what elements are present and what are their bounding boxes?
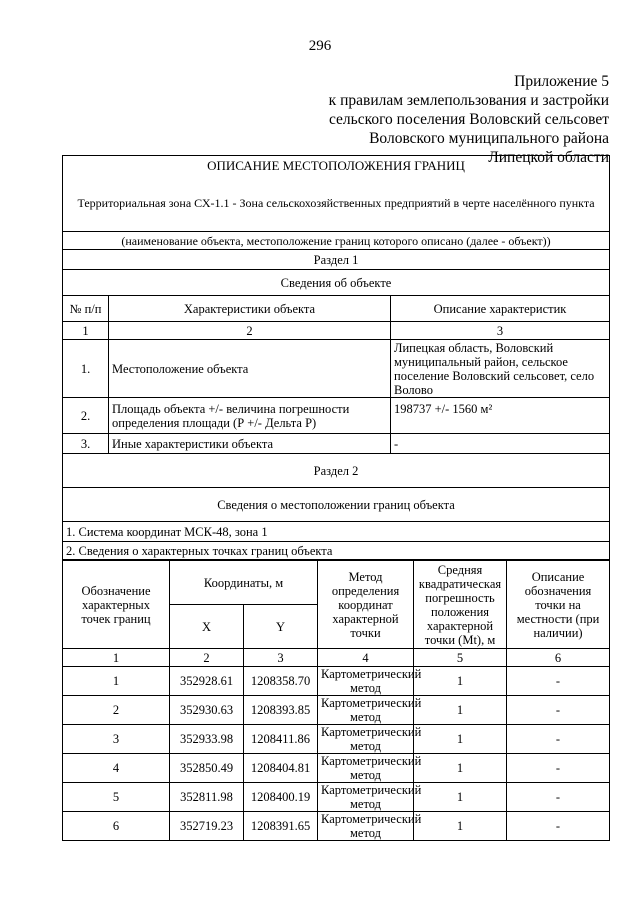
table-row — [63, 398, 610, 434]
point-accuracy: 1 — [414, 812, 507, 841]
col-number: 3 — [244, 649, 318, 667]
appendix-header — [329, 72, 609, 167]
point-method: Картометрический метод — [318, 667, 414, 696]
table-row — [63, 725, 610, 754]
table-row — [63, 783, 610, 812]
row-name: Площадь объекта +/- величина погрешности определения площади (Р +/- Дельта Р) — [109, 398, 391, 434]
point-accuracy: 1 — [414, 783, 507, 812]
point-description: - — [507, 812, 610, 841]
point-method: Картометрический метод — [318, 696, 414, 725]
point-y: 1208393.85 — [244, 696, 318, 725]
header-designation: Обозначение характерных точек границ — [63, 561, 170, 649]
section1-title: Раздел 1 — [63, 250, 610, 270]
appendix-line: сельского поселения Воловский сельсовет — [328, 111, 609, 128]
point-description: - — [507, 754, 610, 783]
header-description: Описание характеристик — [391, 296, 610, 322]
point-x: 352933.98 — [170, 725, 244, 754]
coordinate-system: 1. Система координат МСК-48, зона 1 — [63, 522, 610, 542]
appendix-line: к правилам землепользования и застройки — [328, 92, 609, 109]
row-num: 1. — [63, 340, 109, 398]
col-number: 3 — [391, 322, 610, 340]
point-id: 6 — [63, 812, 170, 841]
header-accuracy: Средняя квадратическая погрешность положения характерной точки (Mt), м — [414, 561, 507, 649]
point-x: 352930.63 — [170, 696, 244, 725]
object-note: (наименование объекта, местоположение границ которого описано (далее - объект)) — [63, 232, 610, 250]
point-y: 1208400.19 — [244, 783, 318, 812]
point-y: 1208358.70 — [244, 667, 318, 696]
point-id: 5 — [63, 783, 170, 812]
col-number: 5 — [414, 649, 507, 667]
col-number: 1 — [63, 322, 109, 340]
point-id: 4 — [63, 754, 170, 783]
points-header-row — [63, 561, 610, 605]
row-num: 3. — [63, 434, 109, 454]
column-numbers-row — [63, 322, 610, 340]
point-method: Картометрический метод — [318, 725, 414, 754]
points-title: 2. Сведения о характерных точках границ объекта — [63, 542, 610, 560]
column-numbers-row — [63, 649, 610, 667]
point-description: - — [507, 783, 610, 812]
col-number: 2 — [170, 649, 244, 667]
points-table — [62, 560, 610, 841]
table-row — [63, 812, 610, 841]
point-x: 352811.98 — [170, 783, 244, 812]
header-x: X — [170, 605, 244, 649]
table-row — [63, 754, 610, 783]
table-row — [63, 434, 610, 454]
header-coordinates: Координаты, м — [170, 561, 318, 605]
col-number: 1 — [63, 649, 170, 667]
point-description: - — [507, 725, 610, 754]
section2-subtitle: Сведения о местоположении границ объекта — [63, 488, 610, 522]
point-accuracy: 1 — [414, 725, 507, 754]
zone-name: Территориальная зона СХ-1.1 - Зона сельскохозяйственных предприятий в черте населённого пункта — [63, 176, 610, 232]
header-point-description: Описание обозначения точки на местности (при наличии) — [507, 561, 610, 649]
section1-header-row — [63, 296, 610, 322]
appendix-line: Воловского муниципального района — [369, 130, 609, 147]
col-number: 6 — [507, 649, 610, 667]
header-characteristic: Характеристики объекта — [109, 296, 391, 322]
point-id: 3 — [63, 725, 170, 754]
point-accuracy: 1 — [414, 696, 507, 725]
boundary-description-table — [62, 155, 610, 560]
point-description: - — [507, 667, 610, 696]
col-number: 2 — [109, 322, 391, 340]
table-row — [63, 340, 610, 398]
point-id: 1 — [63, 667, 170, 696]
row-num: 2. — [63, 398, 109, 434]
point-description: - — [507, 696, 610, 725]
header-y: Y — [244, 605, 318, 649]
point-y: 1208411.86 — [244, 725, 318, 754]
point-x: 352928.61 — [170, 667, 244, 696]
page-number: 296 — [308, 38, 332, 54]
point-accuracy: 1 — [414, 754, 507, 783]
appendix-line: Липецкой области — [488, 149, 609, 166]
point-x: 352719.23 — [170, 812, 244, 841]
point-method: Картометрический метод — [318, 754, 414, 783]
appendix-line: Приложение 5 — [514, 73, 609, 90]
row-name: Местоположение объекта — [109, 340, 391, 398]
point-id: 2 — [63, 696, 170, 725]
row-value: 198737 +/- 1560 м² — [391, 398, 610, 434]
section2-title: Раздел 2 — [63, 454, 610, 488]
row-value: - — [391, 434, 610, 454]
point-y: 1208404.81 — [244, 754, 318, 783]
document-title: ОПИСАНИЕ МЕСТОПОЛОЖЕНИЯ ГРАНИЦ — [63, 156, 610, 176]
point-y: 1208391.65 — [244, 812, 318, 841]
table-row — [63, 667, 610, 696]
point-accuracy: 1 — [414, 667, 507, 696]
header-num: № п/п — [63, 296, 109, 322]
point-method: Картометрический метод — [318, 812, 414, 841]
point-method: Картометрический метод — [318, 783, 414, 812]
row-value: Липецкая область, Воловский муниципальный район, сельское поселение Воловский сельсовет, село Волово — [391, 340, 610, 398]
point-x: 352850.49 — [170, 754, 244, 783]
col-number: 4 — [318, 649, 414, 667]
header-method: Метод определения координат характерной точки — [318, 561, 414, 649]
table-row — [63, 696, 610, 725]
section1-subtitle: Сведения об объекте — [63, 270, 610, 296]
row-name: Иные характеристики объекта — [109, 434, 391, 454]
